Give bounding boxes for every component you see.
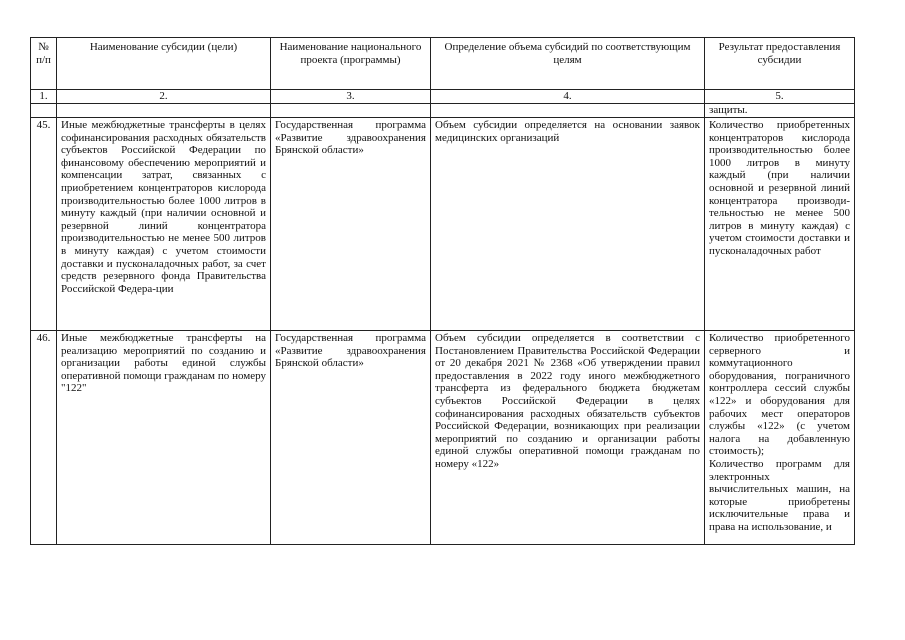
result-paragraph: Количество программ для электронных вычислительных машин, на которые приобретены исключительные права и права на использование, и <box>709 457 850 533</box>
definition-cell: Объем субсидии определяется в соответствии с Постановлением Правительства Российской Федерации от 20 декабря 2021 № 2368 «Об утверждении правил предоставления в 2022 году иного межбюджетного трансферта из федерального бюджета бюджетам субъектов Российской Федерации в целях софинансирования расходных обязательств субъектов Российской Федерации, возникающих при реализации мероприятий по созданию и организации работы единой службы оперативной помощи гражданам по номеру «122» <box>431 331 705 545</box>
column-index: 4. <box>431 90 705 104</box>
header-volume-definition: Определение объема субсидий по соответствующим целям <box>431 38 705 90</box>
project-cell: Государственная программа «Развитие здравоохранения Брянской области» <box>271 331 431 545</box>
continuation-text: защиты. <box>705 104 855 118</box>
column-index: 5. <box>705 90 855 104</box>
project-cell: Государственная программа «Развитие здравоохранения Брянской области» <box>271 118 431 331</box>
column-index-row <box>31 90 855 104</box>
column-index: 2. <box>57 90 271 104</box>
subsidy-name-cell: Иные межбюджетные трансферты в целях софинансирования расходных обязательств субъектов Российской Федерации по финансовому обеспечению мероприятий и компенсации затрат, связанных с приобретением концентраторов кислорода производительностью более 1000 литров в минуту каждый (при наличии основной и резервной линий концентратора производительностью не менее 500 литров в минуту каждая) с учетом стоимости доставки и пусконаладочных работ, за счет средств резервного фонда Правительства Российской Федера-ции <box>57 118 271 331</box>
subsidy-name-cell: Иные межбюджетные трансферты на реализацию мероприятий по созданию и организации работы единой службы оперативной помощи гражданам по номеру "122" <box>57 331 271 545</box>
result-paragraph: Количество приобретенного серверного и коммутационного оборудования, пограничного контроллера сессий службы «122» и оборудования для рабочих мест операторов службы «122» (с учетом налога на добавленную стоимость); <box>709 332 850 458</box>
table-header-row <box>31 38 855 90</box>
subsidy-table <box>30 37 855 545</box>
header-number: № п/п <box>31 38 57 90</box>
continuation-row <box>31 104 855 118</box>
header-subsidy-name: Наименование субсидии (цели) <box>57 38 271 90</box>
result-cell: Количество приобретенных концентраторов кислорода производительностью более 1000 литров в минуту каждый (при наличии основной и резервной линий концентратора производи-тельностью не менее 500 литров в минуту каждая) с учетом стоимости доставки и пусконаладочных работ <box>705 118 855 331</box>
header-result: Результат предоставления субсидии <box>705 38 855 90</box>
table-row <box>31 331 855 545</box>
result-cell <box>705 331 855 545</box>
definition-cell: Объем субсидии определяется на основании заявок медицинских организаций <box>431 118 705 331</box>
table-row <box>31 118 855 331</box>
document-page <box>30 37 854 545</box>
row-number: 46. <box>31 331 57 545</box>
row-number: 45. <box>31 118 57 331</box>
column-index: 1. <box>31 90 57 104</box>
header-national-project: Наименование национального проекта (программы) <box>271 38 431 90</box>
column-index: 3. <box>271 90 431 104</box>
